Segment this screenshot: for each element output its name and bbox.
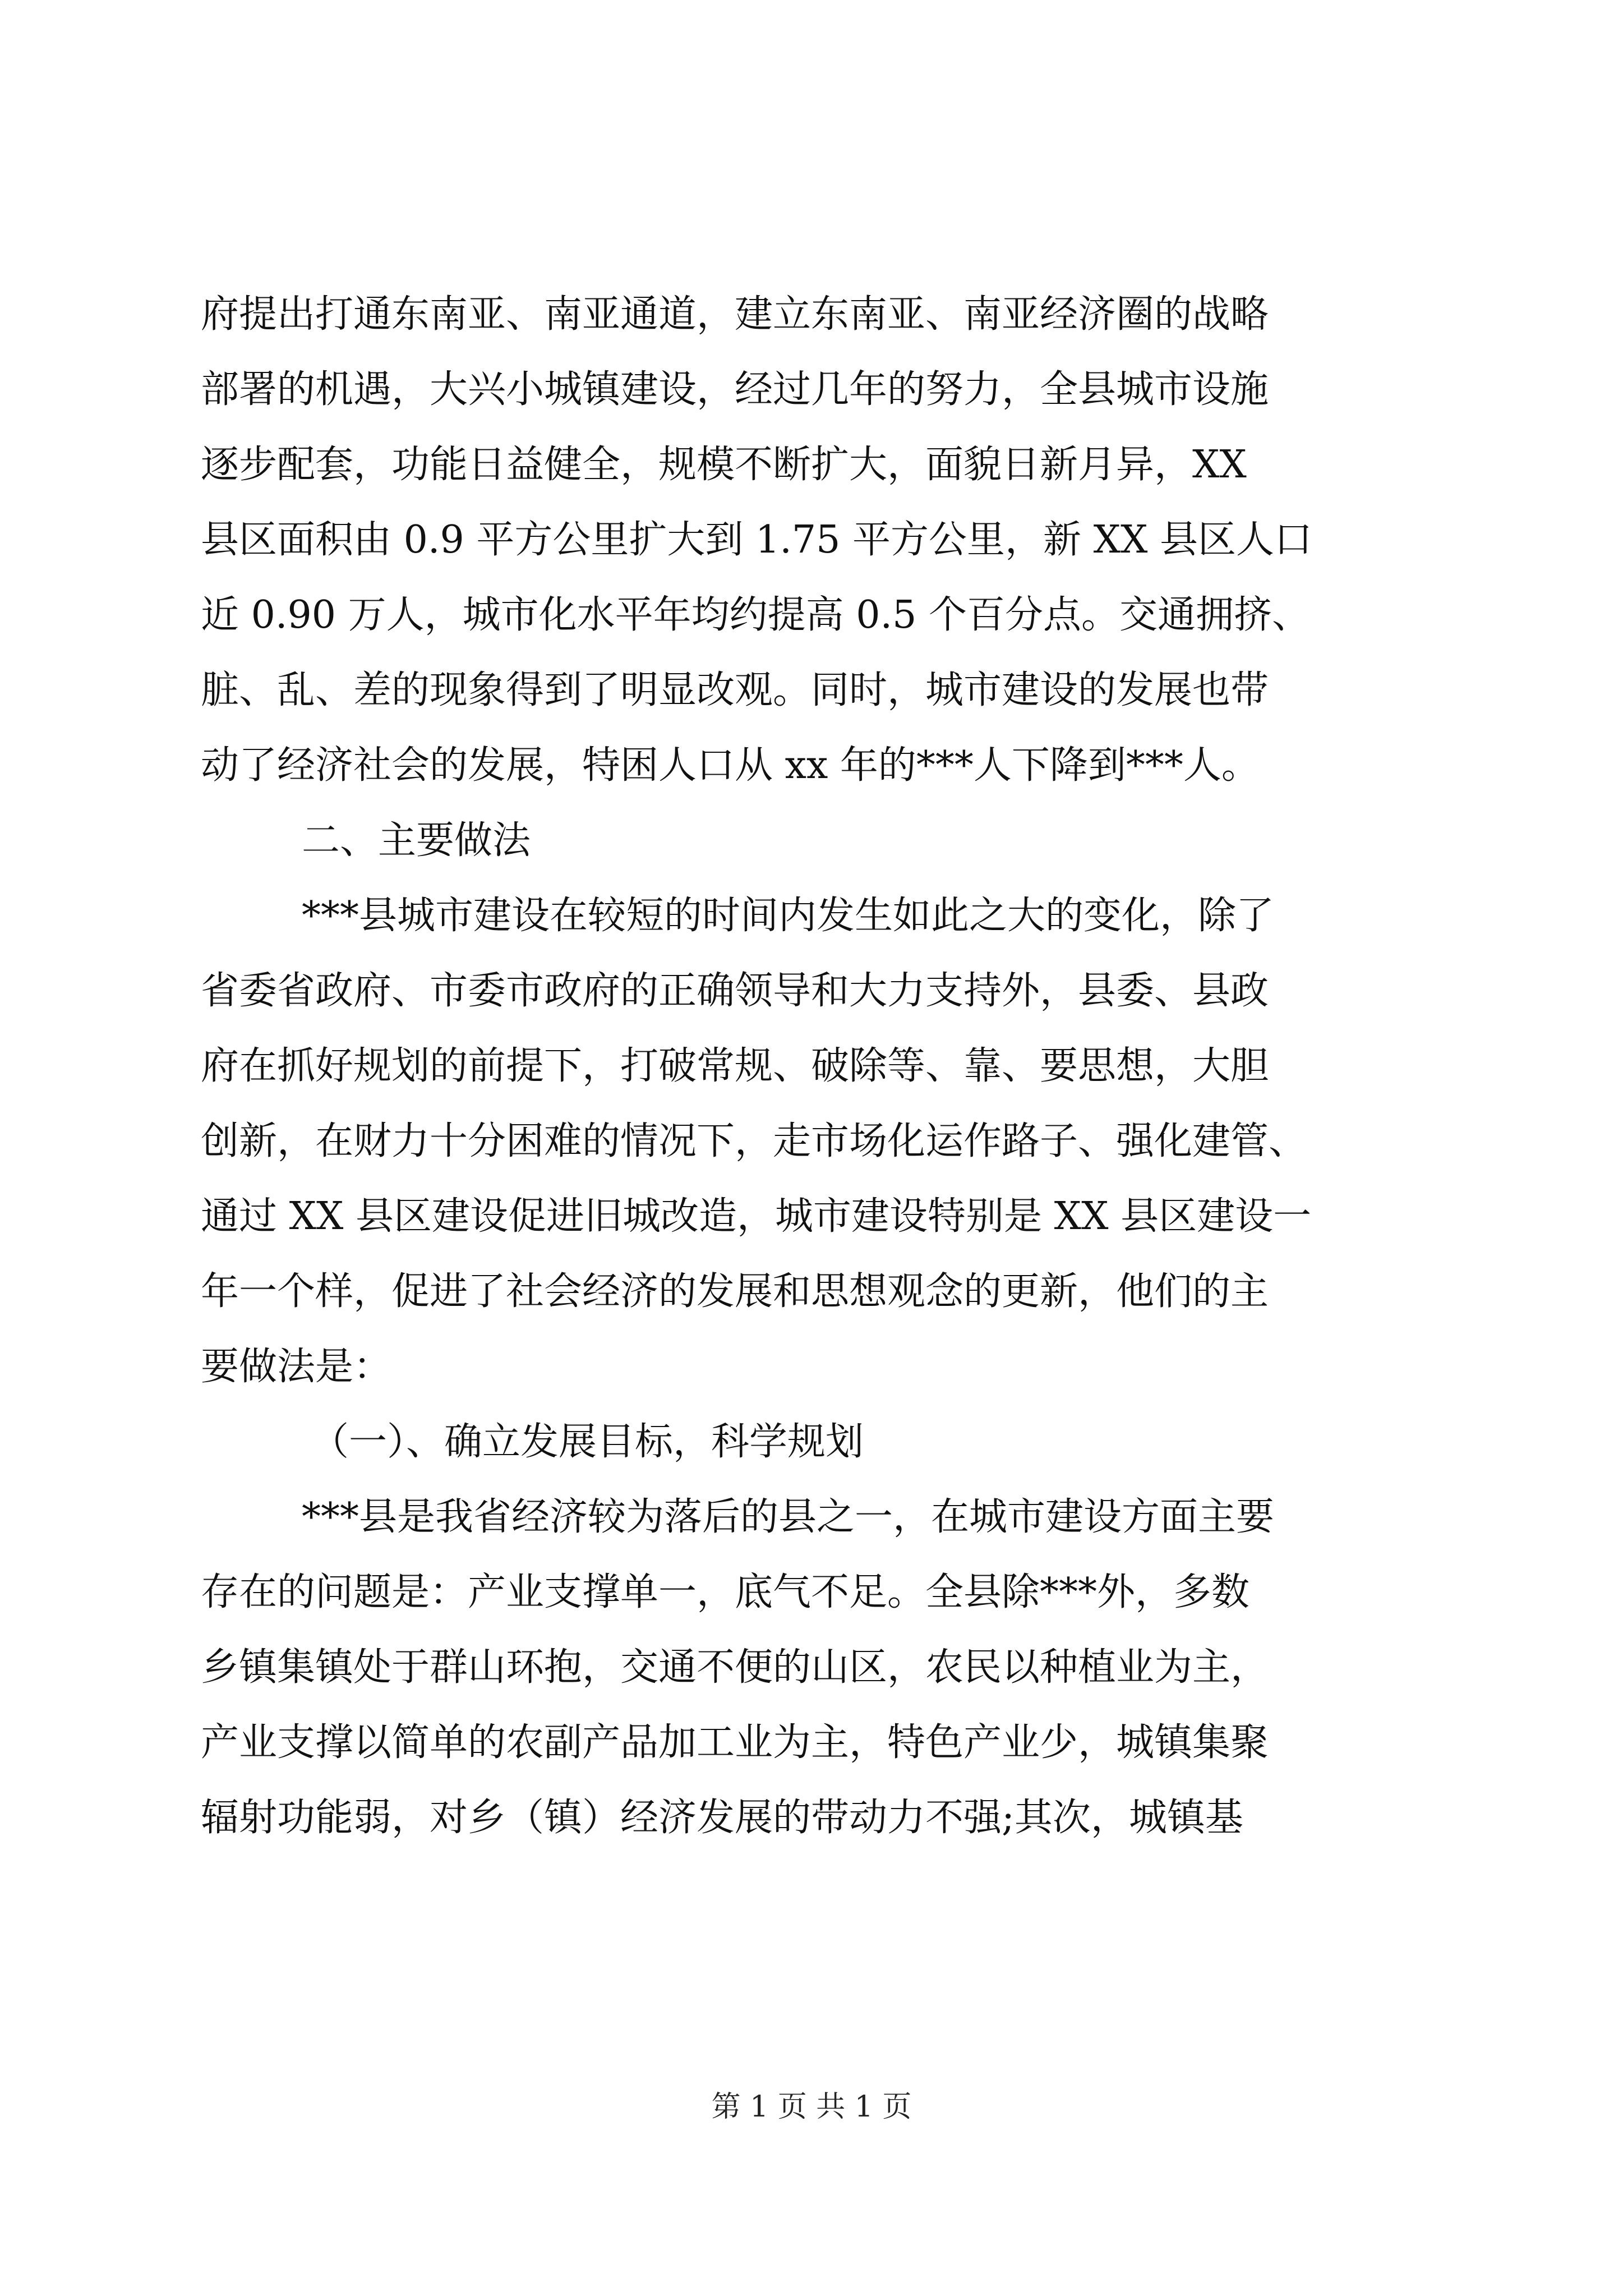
text-line: 乡镇集镇处于群山环抱，交通不便的山区，农民以种植业为主， [201, 1645, 1269, 1690]
text-line: 逐步配套，功能日益健全，规模不断扩大，面貌日新月异，XX [201, 443, 1247, 487]
section-heading: 二、主要做法 [302, 818, 531, 863]
text-line: ***县是我省经济较为落后的县之一，在城市建设方面主要 [302, 1495, 1275, 1539]
subsection-heading: （一）、确立发展目标，科学规划 [311, 1420, 864, 1464]
text-line: 脏、乱、差的现象得到了明显改观。同时，城市建设的发展也带 [201, 668, 1269, 712]
text-line: 部署的机遇，大兴小城镇建设，经过几年的努力，全县城市设施 [201, 367, 1269, 412]
text-line: 存在的问题是：产业支撑单一，底气不足。全县除***外，多数 [201, 1570, 1250, 1614]
text-line: 产业支撑以简单的农副产品加工业为主，特色产业少，城镇集聚 [201, 1720, 1269, 1765]
page-footer: 第 1 页 共 1 页 [711, 2090, 912, 2124]
text-line: 要做法是： [201, 1345, 392, 1389]
text-line: 年一个样，促进了社会经济的发展和思想观念的更新，他们的主 [201, 1269, 1269, 1314]
text-line: 县区面积由 0.9 平方公里扩大到 1.75 平方公里，新 XX 县区人口 [201, 518, 1313, 562]
text-line: 辐射功能弱，对乡（镇）经济发展的带动力不强;其次，城镇基 [201, 1796, 1243, 1840]
text-line: 通过 XX 县区建设促进旧城改造，城市建设特别是 XX 县区建设一 [201, 1194, 1312, 1239]
text-line: 府提出打通东南亚、南亚通道，建立东南亚、南亚经济圈的战略 [201, 292, 1269, 337]
text-line: ***县城市建设在较短的时间内发生如此之大的变化，除了 [302, 894, 1275, 938]
text-line: 省委省政府、市委市政府的正确领导和大力支持外，县委、县政 [201, 969, 1269, 1013]
text-line: 动了经济社会的发展，特困人口从 xx 年的***人下降到***人。 [201, 743, 1260, 788]
text-line: 近 0.90 万人，城市化水平年均约提高 0.5 个百分点。交通拥挤、 [201, 593, 1311, 637]
text-line: 府在抓好规划的前提下，打破常规、破除等、靠、要思想，大胆 [201, 1044, 1269, 1088]
text-line: 创新，在财力十分困难的情况下，走市场化运作路子、强化建管、 [201, 1119, 1307, 1163]
